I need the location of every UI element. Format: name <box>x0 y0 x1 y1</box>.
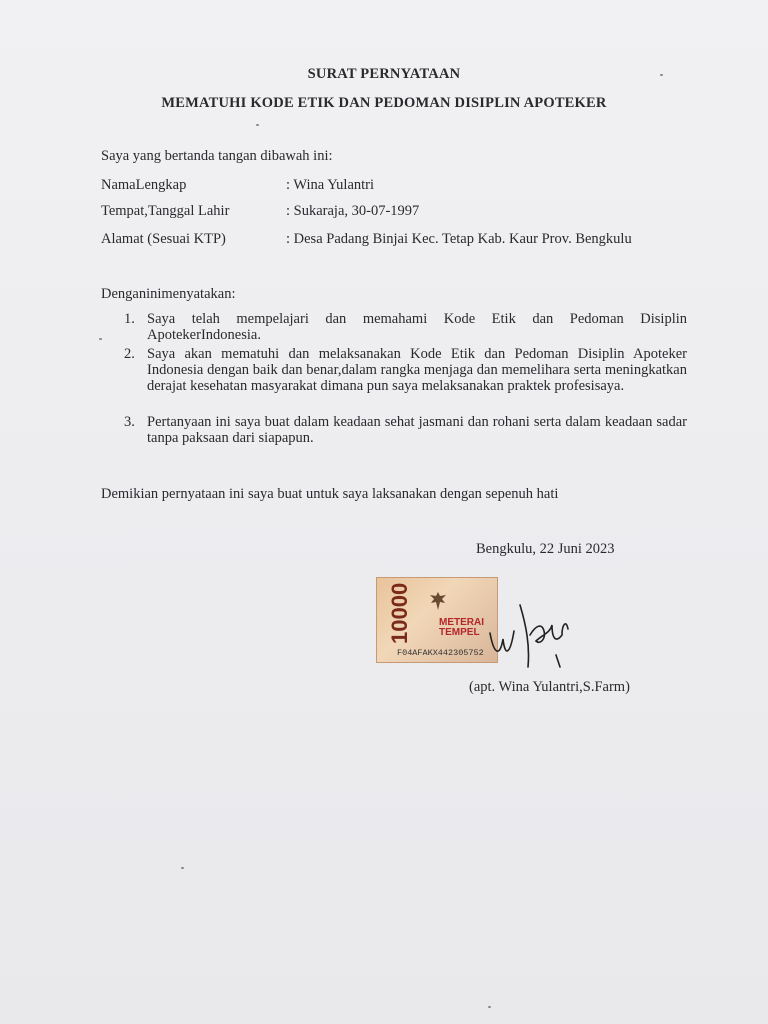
paper-speck <box>256 124 259 126</box>
statement-text: Saya telah mempelajari dan memahami Kode Etik dan Pedoman Disiplin ApotekerIndonesia. <box>147 311 687 343</box>
garuda-emblem-icon <box>427 590 449 612</box>
field-label-name: NamaLengkap <box>101 177 187 193</box>
paper-speck <box>99 338 102 340</box>
paper-speck <box>660 74 663 76</box>
statement-intro: Denganinimenyatakan: <box>101 286 236 302</box>
statement-number: 3. <box>124 414 135 430</box>
signatory-name: (apt. Wina Yulantri,S.Farm) <box>469 679 630 695</box>
intro-text: Saya yang bertanda tangan dibawah ini: <box>101 148 333 164</box>
statement-text: Pertanyaan ini saya buat dalam keadaan sehat jasmani dan rohani serta dalam keadaan sadar tanpa paksaan dari siapapun. <box>147 414 687 446</box>
field-value-birth: : Sukaraja, 30-07-1997 <box>286 203 420 219</box>
statement-number: 1. <box>124 311 135 327</box>
stamp-value: 10000 <box>387 582 412 644</box>
field-label-birth: Tempat,Tanggal Lahir <box>101 203 230 219</box>
place-date: Bengkulu, 22 Juni 2023 <box>476 541 615 557</box>
field-label-address: Alamat (Sesuai KTP) <box>101 231 226 247</box>
statement-text: Saya akan mematuhi dan melaksanakan Kode Etik dan Pedoman Disiplin Apoteker Indonesia dengan baik dan benar,dalam rangka menjaga dan memelihara serta meningkatkan derajat kesehatan masyarakat dimana pun saya melaksanakan praktek profesisaya. <box>147 346 687 394</box>
document-title: SURAT PERNYATAAN <box>307 66 461 82</box>
closing-text: Demikian pernyataan ini saya buat untuk saya laksanakan dengan sepenuh hati <box>101 486 559 502</box>
statement-number: 2. <box>124 346 135 362</box>
signature <box>470 595 580 675</box>
field-value-address: : Desa Padang Binjai Kec. Tetap Kab. Kaur Prov. Bengkulu <box>286 231 632 247</box>
document-subtitle: MEMATUHI KODE ETIK DAN PEDOMAN DISIPLIN APOTEKER <box>161 95 607 111</box>
stamp-label: METERAI TEMPEL <box>439 617 484 638</box>
paper-speck <box>181 867 184 869</box>
paper-speck <box>488 1006 491 1008</box>
field-value-name: : Wina Yulantri <box>286 177 375 193</box>
stamp-serial: F04AFAKX442305752 <box>397 648 484 658</box>
